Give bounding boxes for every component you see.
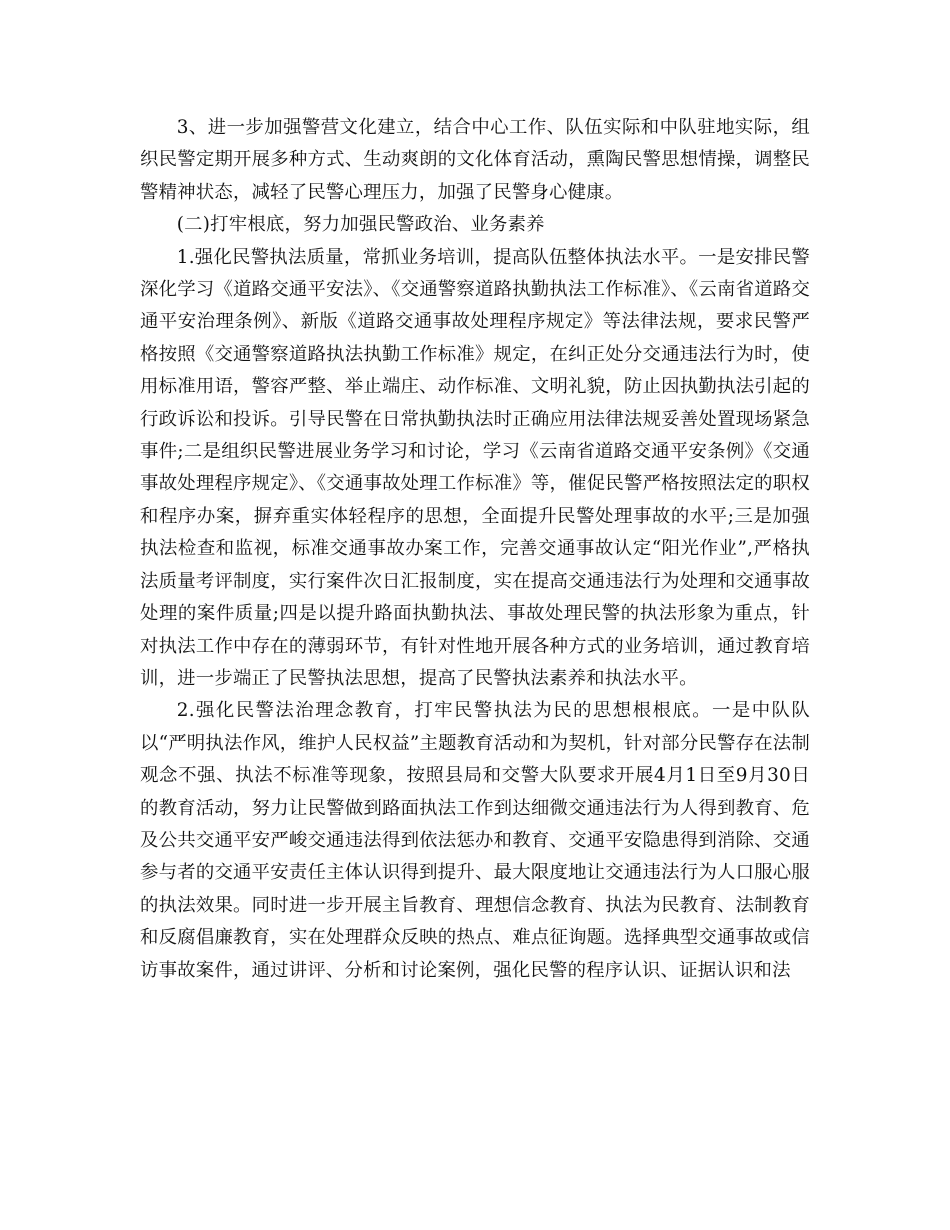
- paragraph-rule-of-law-education: 2.强化民警法治理念教育，打牢民警执法为民的思想根根底。一是中队队以“严明执法作风，维护人民权益”主题教育活动和为契机，针对部分民警存在法制观念不强、执法不标准等现象，按照县局和交警大队要求开展4月1日至9月30日的教育活动，努力让民警做到路面执法工作到达细微交通违法行为人得到教育、危及公共交通平安严峻交通违法得到依法惩办和教育、交通平安隐患得到消除、交通参与者的交通平安责任主体认识得到提升、最大限度地让交通违法行为人口服心服的执法效果。同时进一步开展主旨教育、理想信念教育、执法为民教育、法制教育和反腐倡廉教育，实在处理群众反映的热点、难点征询题。选择典型交通事故或信访事故案件，通过讲评、分析和讨论案例，强化民警的程序认识、证据认识和法: [140, 700, 810, 981]
- document-body: [140, 112, 810, 987]
- section-heading-foundation: (二)打牢根底，努力加强民警政治、业务素养: [176, 214, 545, 236]
- paragraph-culture-building: 3、进一步加强警营文化建立，结合中心工作、队伍实际和中队驻地实际，组织民警定期开展多种方式、生动爽朗的文化体育活动，熏陶民警思想情操，调整民警精神状态，减轻了民警心理压力，加强了民警身心健康。: [140, 117, 810, 203]
- paragraph-enforcement-quality: 1.强化民警执法质量，常抓业务培训，提高队伍整体执法水平。一是安排民警深化学习《道路交通平安法》、《交通警察道路执勤执法工作标准》、《云南省道路交通平安治理条例》、新版《道路交通事故处理程序规定》等法律法规，要求民警严格按照《交通警察道路执法执勤工作标准》规定，在纠正处分交通违法行为时，使用标准用语，警容严整、举止端庄、动作标准、文明礼貌，防止因执勤执法引起的行政诉讼和投诉。引导民警在日常执勤执法时正确应用法律法规妥善处置现场紧急事件;二是组织民警进展业务学习和讨论，学习《云南省道路交通平安条例》《交通事故处理程序规定》、《交通事故处理工作标准》等，催促民警严格按照法定的职权和程序办案，摒弃重实体轻程序的思想，全面提升民警处理事故的水平;三是加强执法检查和监视，标准交通事故办案工作，完善交通事故认定“阳光作业”,严格执法质量考评制度，实行案件次日汇报制度，实在提高交通违法行为处理和交通事故处理的案件质量;四是以提升路面执勤执法、事故处理民警的执法形象为重点，针对执法工作中存在的薄弱环节，有针对性地开展各种方式的业务培训，通过教育培训，进一步端正了民警执法思想，提高了民警执法素养和执法水平。: [140, 246, 810, 689]
